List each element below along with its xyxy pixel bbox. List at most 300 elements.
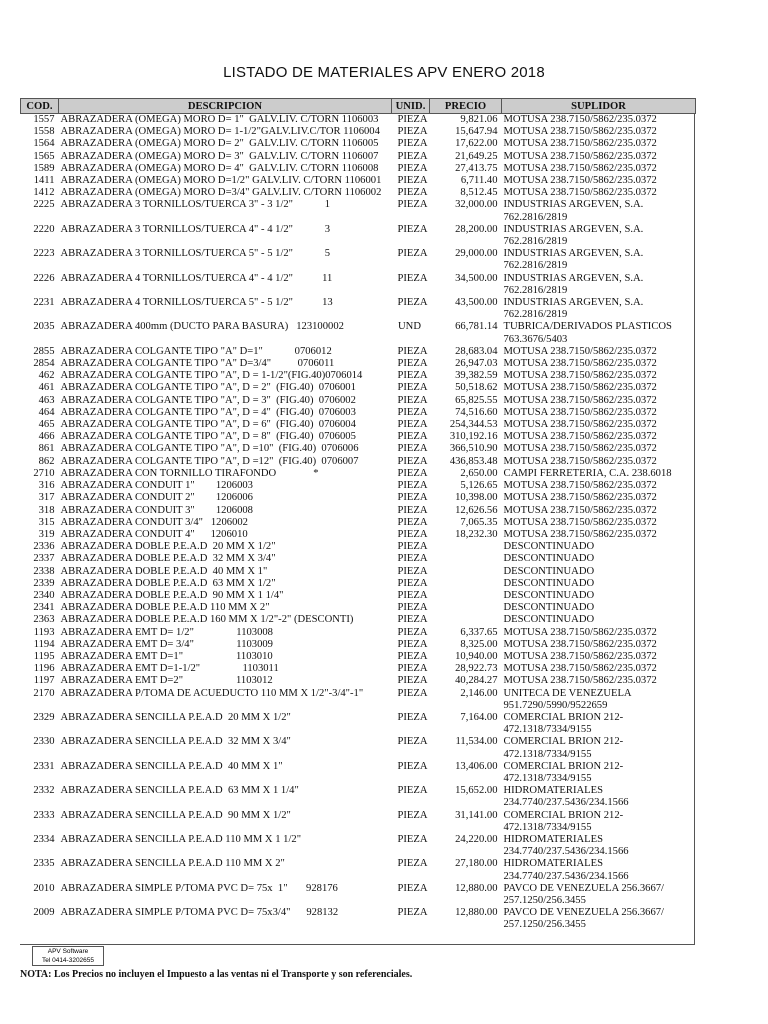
cell-precio: 7,164.00 xyxy=(460,711,498,723)
cell-suplidor: COMERCIAL BRION 212-472.1318/7334/9155 xyxy=(503,760,624,784)
cell-unid: PIEZA xyxy=(397,650,428,662)
cell-cod: 2225 xyxy=(33,199,55,211)
cell-unid: PIEZA xyxy=(397,431,428,443)
price-note: NOTA: Los Precios no incluyen el Impuesto a las ventas ni el Transporte y son referenciales. xyxy=(20,969,413,980)
table-row xyxy=(21,138,696,150)
header-unid: UNID. xyxy=(392,99,430,114)
cell-descripcion: ABRAZADERA 400mm (DUCTO PARA BASURA) 123100002 xyxy=(60,321,344,333)
table-row xyxy=(21,712,696,736)
table-row xyxy=(21,578,696,590)
table-row xyxy=(21,858,696,882)
table-row xyxy=(21,456,696,468)
cell-cod: 2855 xyxy=(33,345,55,357)
cell-precio: 12,880.00 xyxy=(455,907,498,919)
cell-unid: PIEZA xyxy=(397,907,428,919)
cell-unid: PIEZA xyxy=(397,760,428,772)
cell-precio: 310,192.16 xyxy=(449,431,498,443)
cell-unid: PIEZA xyxy=(397,626,428,638)
cell-unid: PIEZA xyxy=(397,687,428,699)
table-row xyxy=(21,382,696,394)
cell-suplidor: MOTUSA 238.7150/5862/235.0372 xyxy=(503,638,657,650)
cell-cod: 1557 xyxy=(33,114,55,125)
cell-unid: PIEZA xyxy=(397,138,428,150)
cell-descripcion: ABRAZADERA CONDUIT 2" 1206006 xyxy=(60,492,253,504)
cell-suplidor: INDUSTRIAS ARGEVEN, S.A. 762.2816/2819 xyxy=(503,297,644,321)
table-row xyxy=(21,541,696,553)
cell-precio: 28,683.04 xyxy=(455,345,498,357)
table-row xyxy=(21,126,696,138)
cell-suplidor: MOTUSA 238.7150/5862/235.0372 xyxy=(503,650,657,662)
table-row xyxy=(21,688,696,712)
cell-suplidor: MOTUSA 238.7150/5862/235.0372 xyxy=(503,504,657,516)
cell-descripcion: ABRAZADERA (OMEGA) MORO D= 3" GALV.LIV. C/TORN 1106007 xyxy=(60,150,379,162)
cell-descripcion: ABRAZADERA DOBLE P.E.A.D 110 MM X 2" xyxy=(60,602,270,614)
cell-precio xyxy=(430,541,502,553)
cell-precio xyxy=(430,566,502,578)
cell-suplidor: DESCONTINUADO xyxy=(503,577,595,589)
cell-unid: PIEZA xyxy=(397,187,428,199)
cell-cod: 316 xyxy=(38,480,55,492)
cell-precio: 5,126.65 xyxy=(460,480,498,492)
cell-suplidor: MOTUSA 238.7150/5862/235.0372 xyxy=(503,114,657,125)
cell-precio: 65,825.55 xyxy=(455,394,498,406)
cell-precio: 15,652.00 xyxy=(455,785,498,797)
cell-descripcion: ABRAZADERA SENCILLA P.E.A.D 90 MM X 1/2" xyxy=(60,809,291,821)
cell-precio: 28,922.73 xyxy=(455,663,498,675)
cell-suplidor: MOTUSA 238.7150/5862/235.0372 xyxy=(503,480,657,492)
cell-unid: PIEZA xyxy=(397,272,428,284)
cell-precio xyxy=(430,553,502,565)
cell-suplidor: HIDROMATERIALES 234.7740/237.5436/234.1566 xyxy=(503,785,629,809)
cell-unid: PIEZA xyxy=(397,175,428,187)
cell-cod: 1564 xyxy=(33,138,55,150)
cell-descripcion: ABRAZADERA 3 TORNILLOS/TUERCA 3" - 3 1/2" 1 xyxy=(60,199,331,211)
cell-precio: 436,853.48 xyxy=(449,455,498,467)
cell-unid: PIEZA xyxy=(397,589,428,601)
cell-precio: 17,622.00 xyxy=(455,138,498,150)
cell-unid: PIEZA xyxy=(397,882,428,894)
cell-unid: PIEZA xyxy=(397,809,428,821)
cell-cod: 1412 xyxy=(33,187,55,199)
cell-unid: UND xyxy=(398,321,421,333)
cell-precio: 2,146.00 xyxy=(460,687,498,699)
cell-descripcion: ABRAZADERA DOBLE P.E.A.D 32 MM X 3/4" xyxy=(60,553,276,565)
cell-descripcion: ABRAZADERA DOBLE P.E.A.D 20 MM X 1/2" xyxy=(60,541,276,553)
cell-cod: 2337 xyxy=(33,553,55,565)
cell-unid: PIEZA xyxy=(397,126,428,138)
cell-descripcion: ABRAZADERA COLGANTE TIPO "A", D = 1-1/2"(FIG.40)0706014 xyxy=(60,370,363,382)
cell-suplidor: MOTUSA 238.7150/5862/235.0372 xyxy=(503,345,657,357)
cell-descripcion: ABRAZADERA SENCILLA P.E.A.D 110 MM X 1 1/2" xyxy=(60,833,302,845)
table-row xyxy=(21,297,696,321)
header-precio: PRECIO xyxy=(430,99,502,114)
cell-suplidor: MOTUSA 238.7150/5862/235.0372 xyxy=(503,138,657,150)
cell-descripcion: ABRAZADERA CONDUIT 1" 1206003 xyxy=(60,480,253,492)
cell-descripcion: ABRAZADERA DOBLE P.E.A.D 40 MM X 1" xyxy=(60,565,268,577)
cell-precio: 10,940.00 xyxy=(455,650,498,662)
cell-suplidor: CAMPI FERRETERIA, C.A. 238.6018 xyxy=(503,467,672,479)
cell-descripcion: ABRAZADERA COLGANTE TIPO "A", D = 6" (FIG.40) 0706004 xyxy=(60,419,356,431)
cell-precio: 29,000.00 xyxy=(455,248,498,260)
cell-suplidor: MOTUSA 238.7150/5862/235.0372 xyxy=(503,492,657,504)
table-row xyxy=(21,675,696,687)
table-row xyxy=(21,761,696,785)
table-row xyxy=(21,505,696,517)
cell-unid: PIEZA xyxy=(397,492,428,504)
cell-suplidor: COMERCIAL BRION 212-472.1318/7334/9155 xyxy=(503,736,624,760)
cell-unid: PIEZA xyxy=(397,199,428,211)
cell-descripcion: ABRAZADERA COLGANTE TIPO "A" D=1" 0706012 xyxy=(60,345,332,357)
cell-precio: 254,344.53 xyxy=(449,419,498,431)
cell-cod: 2331 xyxy=(33,760,55,772)
cell-suplidor: DESCONTINUADO xyxy=(503,589,595,601)
table-row xyxy=(21,907,696,931)
cell-precio: 34,500.00 xyxy=(455,272,498,284)
cell-suplidor: MOTUSA 238.7150/5862/235.0372 xyxy=(503,175,657,187)
cell-suplidor: MOTUSA 238.7150/5862/235.0372 xyxy=(503,382,657,394)
table-row xyxy=(21,187,696,199)
cell-descripcion: ABRAZADERA CONDUIT 3" 1206008 xyxy=(60,504,253,516)
cell-suplidor: HIDROMATERIALES 234.7740/237.5436/234.1566 xyxy=(503,833,629,858)
cell-unid: PIEZA xyxy=(397,528,428,540)
cell-cod: 2340 xyxy=(33,589,55,601)
cell-cod: 2334 xyxy=(33,833,55,845)
header-suplidor: SUPLIDOR xyxy=(502,99,696,114)
cell-descripcion: ABRAZADERA COLGANTE TIPO "A", D = 4" (FIG.40) 0706003 xyxy=(60,406,356,418)
cell-precio xyxy=(430,578,502,590)
table-row xyxy=(21,553,696,565)
cell-cod: 2339 xyxy=(33,577,55,589)
cell-suplidor: DESCONTINUADO xyxy=(503,614,595,626)
cell-unid: PIEZA xyxy=(397,504,428,516)
table-row xyxy=(21,321,696,345)
cell-cod: 862 xyxy=(38,455,55,467)
cell-descripcion: ABRAZADERA COLGANTE TIPO "A", D =10" (FIG.40) 0706006 xyxy=(60,443,359,455)
table-row xyxy=(21,370,696,382)
cell-cod: 2332 xyxy=(33,785,55,797)
table-row xyxy=(21,468,696,480)
cell-descripcion: ABRAZADERA (OMEGA) MORO D= 1-1/2"GALV.LIV.C/TOR 1106004 xyxy=(60,126,380,138)
cell-cod: 2035 xyxy=(33,321,55,333)
cell-unid: PIEZA xyxy=(397,711,428,723)
table-row xyxy=(21,395,696,407)
table-row xyxy=(21,358,696,370)
table-row xyxy=(21,407,696,419)
software-stamp xyxy=(32,946,104,966)
cell-suplidor: DESCONTINUADO xyxy=(503,602,595,614)
cell-unid: PIEZA xyxy=(397,297,428,309)
cell-cod: 2341 xyxy=(33,602,55,614)
cell-precio: 8,325.00 xyxy=(460,638,498,650)
table-row xyxy=(21,443,696,455)
cell-descripcion: ABRAZADERA 3 TORNILLOS/TUERCA 5" - 5 1/2" 5 xyxy=(60,248,331,260)
cell-cod: 2220 xyxy=(33,223,55,235)
cell-cod: 465 xyxy=(38,419,55,431)
cell-precio xyxy=(430,590,502,602)
cell-precio: 18,232.30 xyxy=(455,528,498,540)
cell-suplidor: MOTUSA 238.7150/5862/235.0372 xyxy=(503,126,657,138)
table-row xyxy=(21,614,696,626)
cell-suplidor: MOTUSA 238.7150/5862/235.0372 xyxy=(503,187,657,199)
table-row xyxy=(21,114,696,127)
cell-suplidor: MOTUSA 238.7150/5862/235.0372 xyxy=(503,394,657,406)
cell-unid: PIEZA xyxy=(397,223,428,235)
cell-descripcion: ABRAZADERA COLGANTE TIPO "A", D =12" (FIG.40) 0706007 xyxy=(60,455,359,467)
cell-suplidor: DESCONTINUADO xyxy=(503,541,595,553)
cell-descripcion: ABRAZADERA EMT D= 3/4" 1103009 xyxy=(60,638,273,650)
cell-unid: PIEZA xyxy=(397,345,428,357)
table-row xyxy=(21,627,696,639)
cell-suplidor: MOTUSA 238.7150/5862/235.0372 xyxy=(503,406,657,418)
cell-precio: 40,284.27 xyxy=(455,675,498,687)
table-row xyxy=(21,224,696,248)
cell-precio: 39,382.59 xyxy=(455,370,498,382)
cell-suplidor: INDUSTRIAS ARGEVEN, S.A. 762.2816/2819 xyxy=(503,248,644,272)
cell-descripcion: ABRAZADERA COLGANTE TIPO "A", D = 2" (FIG.40) 0706001 xyxy=(60,382,356,394)
page-title: LISTADO DE MATERIALES APV ENERO 2018 xyxy=(223,64,545,81)
cell-unid: PIEZA xyxy=(397,675,428,687)
cell-precio: 31,141.00 xyxy=(455,809,498,821)
cell-suplidor: COMERCIAL BRION 212-472.1318/7334/9155 xyxy=(503,711,624,736)
cell-cod: 463 xyxy=(38,394,55,406)
table-row xyxy=(21,590,696,602)
cell-precio: 12,880.00 xyxy=(455,882,498,894)
cell-suplidor: MOTUSA 238.7150/5862/235.0372 xyxy=(503,358,657,370)
cell-cod: 1589 xyxy=(33,162,55,174)
cell-cod: 464 xyxy=(38,406,55,418)
cell-unid: PIEZA xyxy=(397,358,428,370)
table-row xyxy=(21,651,696,663)
cell-descripcion: ABRAZADERA CONDUIT 3/4" 1206002 xyxy=(60,516,248,528)
cell-unid: PIEZA xyxy=(397,455,428,467)
cell-cod: 2710 xyxy=(33,467,55,479)
table-row xyxy=(21,834,696,858)
cell-cod: 1565 xyxy=(33,150,55,162)
cell-cod: 861 xyxy=(38,443,55,455)
cell-unid: PIEZA xyxy=(397,541,428,553)
materials-table-wrapper xyxy=(20,98,695,945)
cell-cod: 2336 xyxy=(33,541,55,553)
cell-descripcion: ABRAZADERA DOBLE P.E.A.D 160 MM X 1/2"-2" (DESCONTI) xyxy=(60,614,354,626)
cell-precio: 28,200.00 xyxy=(455,223,498,235)
cell-precio: 50,518.62 xyxy=(455,382,498,394)
cell-suplidor: MOTUSA 238.7150/5862/235.0372 xyxy=(503,150,657,162)
cell-precio: 10,398.00 xyxy=(455,492,498,504)
cell-precio: 43,500.00 xyxy=(455,297,498,309)
cell-suplidor: MOTUSA 238.7150/5862/235.0372 xyxy=(503,162,657,174)
table-row xyxy=(21,175,696,187)
cell-suplidor: MOTUSA 238.7150/5862/235.0372 xyxy=(503,431,657,443)
cell-unid: PIEZA xyxy=(397,785,428,797)
cell-unid: PIEZA xyxy=(397,114,428,125)
cell-descripcion: ABRAZADERA (OMEGA) MORO D=3/4" GALV.LIV. C/TORN 1106002 xyxy=(60,187,382,199)
cell-descripcion: ABRAZADERA COLGANTE TIPO "A", D = 3" (FIG.40) 0706002 xyxy=(60,394,356,406)
table-body xyxy=(21,114,696,932)
cell-unid: PIEZA xyxy=(397,553,428,565)
cell-suplidor: INDUSTRIAS ARGEVEN, S.A. 762.2816/2819 xyxy=(503,272,644,296)
table-row xyxy=(21,199,696,223)
cell-precio: 74,516.60 xyxy=(455,406,498,418)
cell-descripcion: ABRAZADERA COLGANTE TIPO "A", D = 8" (FIG.40) 0706005 xyxy=(60,431,356,443)
cell-suplidor: UNITECA DE VENEZUELA 951.7290/5990/9522659 xyxy=(503,687,632,711)
software-phone: Tel 0414-3202655 xyxy=(41,957,95,964)
cell-descripcion: ABRAZADERA 3 TORNILLOS/TUERCA 4" - 4 1/2" 3 xyxy=(60,223,331,235)
table-row xyxy=(21,663,696,675)
cell-cod: 1196 xyxy=(33,663,55,675)
cell-descripcion: ABRAZADERA DOBLE P.E.A.D 63 MM X 1/2" xyxy=(60,577,276,589)
cell-cod: 2223 xyxy=(33,248,55,260)
cell-suplidor: HIDROMATERIALES 234.7740/237.5436/234.1566 xyxy=(503,858,629,882)
cell-descripcion: ABRAZADERA SENCILLA P.E.A.D 40 MM X 1" xyxy=(60,760,283,772)
cell-cod: 2333 xyxy=(33,809,55,821)
cell-cod: 2226 xyxy=(33,272,55,284)
table-row xyxy=(21,785,696,809)
cell-unid: PIEZA xyxy=(397,150,428,162)
header-cod: COD. xyxy=(21,99,59,114)
table-header-row xyxy=(21,99,696,114)
table-row xyxy=(21,529,696,541)
cell-precio: 66,781.14 xyxy=(455,321,498,333)
table-row xyxy=(21,883,696,907)
cell-unid: PIEZA xyxy=(397,467,428,479)
cell-precio: 12,626.56 xyxy=(455,504,498,516)
cell-descripcion: ABRAZADERA SENCILLA P.E.A.D 20 MM X 1/2" xyxy=(60,711,291,723)
table-row xyxy=(21,419,696,431)
cell-cod: 466 xyxy=(38,431,55,443)
cell-descripcion: ABRAZADERA EMT D= 1/2" 1103008 xyxy=(60,626,273,638)
cell-precio: 6,711.40 xyxy=(460,175,498,187)
table-row xyxy=(21,492,696,504)
cell-unid: PIEZA xyxy=(397,394,428,406)
cell-suplidor: MOTUSA 238.7150/5862/235.0372 xyxy=(503,675,657,687)
cell-descripcion: ABRAZADERA EMT D=1" 1103010 xyxy=(60,650,273,662)
cell-precio xyxy=(430,614,502,626)
cell-suplidor: INDUSTRIAS ARGEVEN, S.A. 762.2816/2819 xyxy=(503,223,644,248)
cell-suplidor: MOTUSA 238.7150/5862/235.0372 xyxy=(503,370,657,382)
cell-unid: PIEZA xyxy=(397,638,428,650)
cell-cod: 318 xyxy=(38,504,55,516)
cell-precio: 24,220.00 xyxy=(455,833,498,845)
cell-unid: PIEZA xyxy=(397,419,428,431)
cell-descripcion: ABRAZADERA SIMPLE P/TOMA PVC D= 75x3/4" 928132 xyxy=(60,907,339,919)
cell-cod: 2231 xyxy=(33,297,55,309)
cell-unid: PIEZA xyxy=(397,565,428,577)
cell-cod: 462 xyxy=(38,370,55,382)
cell-precio: 27,413.75 xyxy=(455,162,498,174)
cell-cod: 2335 xyxy=(33,858,55,870)
cell-unid: PIEZA xyxy=(397,663,428,675)
cell-cod: 317 xyxy=(38,492,55,504)
cell-descripcion: ABRAZADERA 4 TORNILLOS/TUERCA 5" - 5 1/2" 13 xyxy=(60,297,333,309)
table-row xyxy=(21,431,696,443)
cell-cod: 2330 xyxy=(33,736,55,748)
cell-descripcion: ABRAZADERA 4 TORNILLOS/TUERCA 4" - 4 1/2" 11 xyxy=(60,272,333,284)
cell-precio: 2,650.00 xyxy=(460,467,498,479)
table-row xyxy=(21,517,696,529)
cell-unid: PIEZA xyxy=(397,370,428,382)
cell-unid: PIEZA xyxy=(397,858,428,870)
cell-cod: 2338 xyxy=(33,565,55,577)
cell-descripcion: ABRAZADERA (OMEGA) MORO D= 4" GALV.LIV. C/TORN 1106008 xyxy=(60,162,379,174)
table-row xyxy=(21,248,696,272)
cell-suplidor: INDUSTRIAS ARGEVEN, S.A. 762.2816/2819 xyxy=(503,199,644,223)
table-row xyxy=(21,480,696,492)
cell-unid: PIEZA xyxy=(397,382,428,394)
cell-suplidor: MOTUSA 238.7150/5862/235.0372 xyxy=(503,516,657,528)
cell-descripcion: ABRAZADERA DOBLE P.E.A.D 90 MM X 1 1/4" xyxy=(60,589,284,601)
cell-cod: 1197 xyxy=(33,675,55,687)
cell-precio: 6,337.65 xyxy=(460,626,498,638)
cell-unid: PIEZA xyxy=(397,443,428,455)
cell-unid: PIEZA xyxy=(397,577,428,589)
cell-cod: 461 xyxy=(38,382,55,394)
cell-unid: PIEZA xyxy=(397,248,428,260)
cell-suplidor: MOTUSA 238.7150/5862/235.0372 xyxy=(503,626,657,638)
cell-precio: 21,649.25 xyxy=(455,150,498,162)
cell-cod: 1195 xyxy=(33,650,55,662)
cell-precio xyxy=(430,602,502,614)
cell-cod: 1194 xyxy=(33,638,55,650)
cell-cod: 2363 xyxy=(33,614,55,626)
cell-suplidor: MOTUSA 238.7150/5862/235.0372 xyxy=(503,455,657,467)
cell-descripcion: ABRAZADERA SENCILLA P.E.A.D 32 MM X 3/4" xyxy=(60,736,291,748)
cell-suplidor: MOTUSA 238.7150/5862/235.0372 xyxy=(503,528,657,540)
cell-cod: 315 xyxy=(38,516,55,528)
cell-unid: PIEZA xyxy=(397,162,428,174)
table-row xyxy=(21,810,696,834)
cell-precio: 32,000.00 xyxy=(455,199,498,211)
table-row xyxy=(21,163,696,175)
cell-suplidor: COMERCIAL BRION 212-472.1318/7334/9155 xyxy=(503,809,624,833)
cell-precio: 366,510.90 xyxy=(449,443,498,455)
cell-cod: 2009 xyxy=(33,907,55,919)
table-row xyxy=(21,566,696,578)
table-row xyxy=(21,639,696,651)
table-row xyxy=(21,151,696,163)
cell-cod: 1411 xyxy=(33,175,55,187)
cell-descripcion: ABRAZADERA CON TORNILLO TIRAFONDO * xyxy=(60,467,319,479)
cell-suplidor: TUBRICA/DERIVADOS PLASTICOS 763.3676/5403 xyxy=(503,321,672,345)
cell-unid: PIEZA xyxy=(397,614,428,626)
cell-suplidor: DESCONTINUADO xyxy=(503,553,595,565)
cell-unid: PIEZA xyxy=(397,516,428,528)
cell-precio: 7,065.35 xyxy=(460,516,498,528)
cell-cod: 1558 xyxy=(33,126,55,138)
cell-precio: 9,821.06 xyxy=(460,114,498,125)
cell-precio: 15,647.94 xyxy=(455,126,498,138)
cell-cod: 2329 xyxy=(33,711,55,723)
cell-descripcion: ABRAZADERA COLGANTE TIPO "A" D=3/4" 0706011 xyxy=(60,358,335,370)
cell-unid: PIEZA xyxy=(397,602,428,614)
cell-descripcion: ABRAZADERA (OMEGA) MORO D= 2" GALV.LIV. C/TORN 1106005 xyxy=(60,138,379,150)
cell-cod: 2010 xyxy=(33,882,55,894)
cell-descripcion: ABRAZADERA P/TOMA DE ACUEDUCTO 110 MM X 1/2"-3/4"-1" xyxy=(60,687,364,699)
cell-descripcion: ABRAZADERA SENCILLA P.E.A.D 110 MM X 2" xyxy=(60,858,285,870)
cell-descripcion: ABRAZADERA (OMEGA) MORO D= 1" GALV.LIV. C/TORN 1106003 xyxy=(60,114,379,125)
cell-cod: 2854 xyxy=(33,358,55,370)
cell-cod: 1193 xyxy=(33,626,55,638)
table-row xyxy=(21,736,696,760)
table-row xyxy=(21,273,696,297)
cell-suplidor: PAVCO DE VENEZUELA 256.3667/ 257.1250/256.3455 xyxy=(503,882,664,906)
materials-table xyxy=(20,98,696,932)
cell-descripcion: ABRAZADERA EMT D=1-1/2" 1103011 xyxy=(60,663,279,675)
cell-precio: 13,406.00 xyxy=(455,760,498,772)
cell-unid: PIEZA xyxy=(397,833,428,845)
cell-precio: 27,180.00 xyxy=(455,858,498,870)
cell-descripcion: ABRAZADERA SIMPLE P/TOMA PVC D= 75x 1" 928176 xyxy=(60,882,338,894)
cell-descripcion: ABRAZADERA CONDUIT 4" 1206010 xyxy=(60,528,248,540)
